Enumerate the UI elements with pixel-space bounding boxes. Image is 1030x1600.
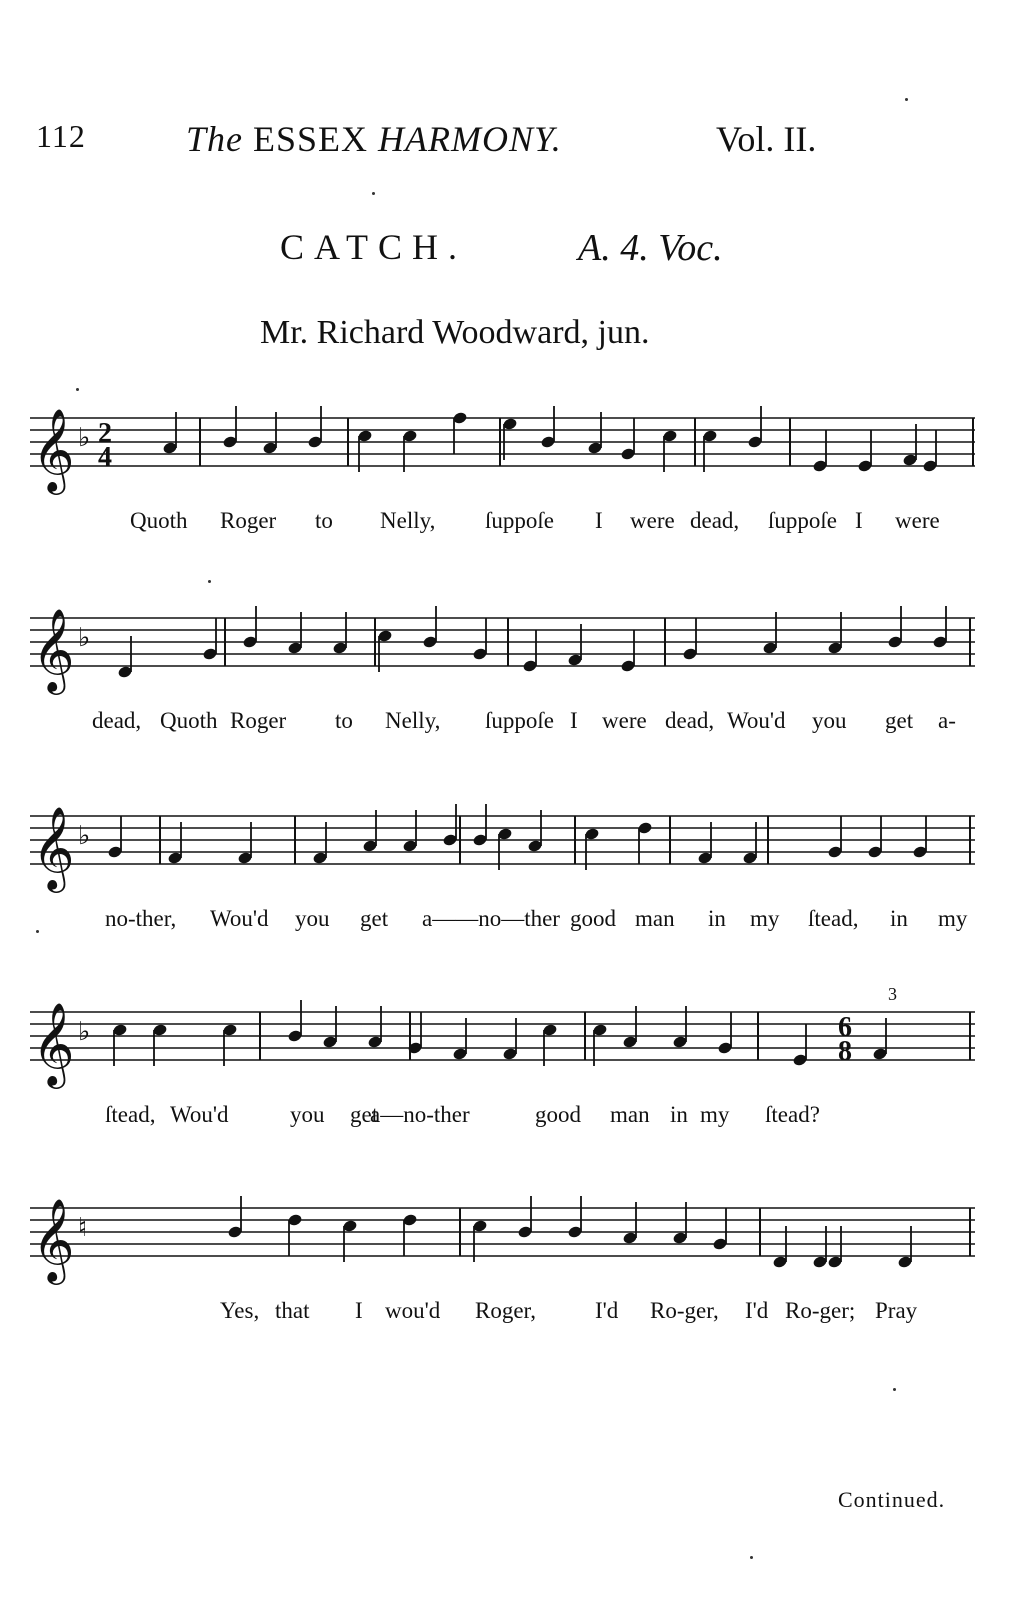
lyric-word: good <box>535 1102 581 1127</box>
piece-title: CATCH. <box>280 227 468 267</box>
running-title <box>186 118 562 160</box>
music-system-3 <box>30 805 975 968</box>
lyric-word: Nelly, <box>385 708 441 733</box>
lyric-word: you <box>290 1102 325 1127</box>
lyric-word: a- <box>938 708 956 733</box>
lyric-word: in <box>708 906 726 931</box>
lyric-word: Ro-ger, <box>650 1298 719 1323</box>
lyric-word: I <box>570 708 578 733</box>
running-title-the: The <box>186 119 243 159</box>
music-system-4 <box>30 984 975 1164</box>
music-system-2 <box>30 607 975 770</box>
time-signature-numerator: 2 <box>98 418 112 449</box>
page-number: 112 <box>36 118 86 154</box>
lyric-word: Quoth <box>160 708 218 733</box>
lyric-word: man <box>635 906 675 931</box>
triplet-mark: 3 <box>888 984 897 1004</box>
lyric-word: dead, <box>690 508 740 533</box>
lyric-word: I'd <box>595 1298 619 1323</box>
lyric-word: Nelly, <box>380 508 436 533</box>
lyric-word: dead, <box>665 708 715 733</box>
lyric-word: Roger <box>230 708 287 733</box>
treble-clef: 𝄞 <box>32 1197 75 1281</box>
voices-label: A. 4. Voc. <box>578 227 723 269</box>
music-system-5 <box>30 1197 975 1360</box>
lyric-word: I <box>355 1298 363 1323</box>
running-title-essex: ESSEX <box>253 119 369 159</box>
flat-sign: ♭ <box>78 423 91 453</box>
lyric-word: dead, <box>92 708 142 733</box>
lyric-word: man <box>610 1102 650 1127</box>
lyric-word: Ro-ger; <box>785 1298 856 1323</box>
lyric-word: ſtead? <box>765 1102 820 1127</box>
staff <box>30 1197 975 1310</box>
running-title-harmony: HARMONY. <box>378 119 562 159</box>
lyrics-line-1 <box>30 508 975 542</box>
lyric-word: get <box>360 906 389 931</box>
lyric-word: Pray <box>875 1298 918 1323</box>
lyric-word: Wou'd <box>170 1102 229 1127</box>
lyrics-line-2 <box>30 708 975 742</box>
lyric-word: were <box>602 708 647 733</box>
lyric-word: I <box>855 508 863 533</box>
scan-speck <box>76 388 79 391</box>
lyric-word: wou'd <box>385 1298 441 1323</box>
lyric-word: no-ther, <box>105 906 177 931</box>
lyric-word: that <box>275 1298 310 1323</box>
scan-speck <box>905 98 908 101</box>
staff <box>30 984 975 1114</box>
lyric-word: Roger <box>220 508 277 533</box>
lyric-word: to <box>335 708 353 733</box>
flat-sign: ♭ <box>78 821 91 851</box>
lyric-word: good <box>570 906 616 931</box>
staff <box>30 805 975 918</box>
lyric-word: a—no-ther <box>370 1102 470 1127</box>
catchword-continued: Continued. <box>838 1487 946 1512</box>
time-signature-change-numerator: 6 <box>838 1012 852 1043</box>
staff <box>30 407 975 520</box>
composer-name: Mr. Richard Woodward, jun. <box>260 314 650 351</box>
lyric-word: to <box>315 508 333 533</box>
lyric-word: Yes, <box>220 1298 260 1323</box>
lyrics-line-4 <box>30 1102 975 1136</box>
time-signature-change-denominator: 8 <box>838 1036 852 1067</box>
flat-sign: ♭ <box>78 1017 91 1047</box>
treble-clef: 𝄞 <box>32 607 75 691</box>
lyric-word: Wou'd <box>210 906 269 931</box>
lyric-word: were <box>895 508 940 533</box>
treble-clef: 𝄞 <box>32 407 75 491</box>
natural-sign: ♮ <box>78 1213 88 1243</box>
treble-clef: 𝄞 <box>32 1001 75 1085</box>
flat-sign: ♭ <box>78 623 91 653</box>
scan-speck <box>36 930 39 933</box>
lyric-word: ſtead, <box>105 1102 156 1127</box>
lyric-word: you <box>812 708 847 733</box>
lyrics-line-3 <box>30 906 975 940</box>
lyric-word: I'd <box>745 1298 769 1323</box>
scan-speck <box>750 1556 753 1559</box>
lyric-word: in <box>670 1102 688 1127</box>
lyric-word: Quoth <box>130 508 188 533</box>
scan-speck <box>372 192 375 195</box>
time-signature-denominator: 4 <box>98 442 112 473</box>
scan-speck <box>893 1388 896 1391</box>
lyric-word: ſuppoſe <box>485 708 554 733</box>
lyric-word: ſuppoſe <box>485 508 554 533</box>
lyric-word: in <box>890 906 908 931</box>
staff <box>30 607 975 720</box>
lyric-word: get <box>885 708 914 733</box>
lyric-word: a——no—ther <box>422 906 560 931</box>
treble-clef: 𝄞 <box>32 805 75 889</box>
lyric-word: I <box>595 508 603 533</box>
volume-label: Vol. II. <box>716 119 817 159</box>
lyric-word: ſtead, <box>808 906 859 931</box>
lyric-word: Roger, <box>475 1298 537 1323</box>
lyric-word: were <box>630 508 675 533</box>
lyric-word: ſuppoſe <box>768 508 837 533</box>
lyric-word: get <box>350 1102 379 1127</box>
music-system-1 <box>30 407 975 570</box>
lyric-word: you <box>295 906 330 931</box>
lyric-word: my <box>938 906 968 931</box>
scan-speck <box>208 580 211 583</box>
lyric-word: Wou'd <box>727 708 786 733</box>
lyric-word: my <box>750 906 780 931</box>
lyrics-line-5 <box>30 1298 975 1332</box>
lyric-word: my <box>700 1102 730 1127</box>
